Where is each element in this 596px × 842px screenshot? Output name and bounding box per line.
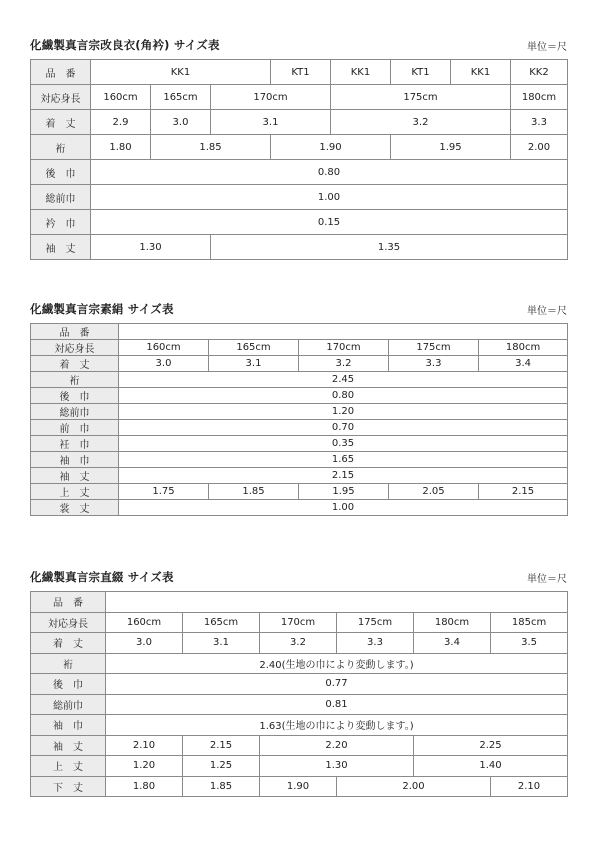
cell: 1.85 [151,135,271,160]
row-yuki [31,372,568,388]
cell: 160cm [91,85,151,110]
row-label: 後 巾 [31,160,91,185]
section-header [30,569,567,585]
row-label: 裄 [31,653,106,674]
row-kitake [31,633,568,654]
row-kitake [31,110,568,135]
cell: 1.95 [299,484,389,500]
cell: 1.20 [106,756,183,777]
cell: 1.95 [391,135,511,160]
row-sodetake [31,735,568,756]
cell: 2.00 [337,776,491,797]
cell: 185cm [491,612,568,633]
size-table-section-kairyoe [30,37,567,260]
cell: 170cm [260,612,337,633]
row-label: 上 丈 [31,484,119,500]
cell: 3.2 [260,633,337,654]
row-sodehaba [31,715,568,736]
cell [106,592,568,613]
size-table [30,591,568,797]
cell: 3.0 [119,356,209,372]
row-uwatake [31,756,568,777]
row-soumaehaba [31,404,568,420]
cell: 2.00 [511,135,568,160]
cell: 160cm [106,612,183,633]
cell: KT1 [391,60,451,85]
section-title: 化繊製真言宗改良衣(角衿) サイズ表 [30,38,220,52]
cell: KK1 [331,60,391,85]
cell: 1.20 [119,404,568,420]
row-label: 袖 巾 [31,715,106,736]
row-yuki [31,653,568,674]
row-label: 総前巾 [31,185,91,210]
row-label: 総前巾 [31,404,119,420]
cell: 2.9 [91,110,151,135]
cell: 2.40(生地の巾により変動します。) [106,653,568,674]
cell: 3.0 [151,110,211,135]
cell: 170cm [211,85,331,110]
size-table [30,59,568,260]
row-soumaehaba [31,694,568,715]
row-label: 袖 丈 [31,235,91,260]
section-title: 化繊製真言宗素絹 サイズ表 [30,302,174,316]
cell: 1.85 [183,776,260,797]
row-sodetake [31,235,568,260]
row-soumaehaba [31,185,568,210]
cell: 2.25 [414,735,568,756]
row-uwatake [31,484,568,500]
cell: 1.80 [91,135,151,160]
cell: 3.4 [414,633,491,654]
cell: 1.00 [119,500,568,516]
cell: KK1 [451,60,511,85]
cell: 3.1 [209,356,299,372]
cell: 2.05 [389,484,479,500]
cell: 1.90 [260,776,337,797]
cell: KK1 [91,60,271,85]
cell: 1.35 [211,235,568,260]
cell: 2.15 [183,735,260,756]
row-eri [31,210,568,235]
cell: 1.80 [106,776,183,797]
cell: 1.30 [91,235,211,260]
row-kitake [31,356,568,372]
row-label: 後 巾 [31,388,119,404]
cell: 165cm [183,612,260,633]
cell: 2.20 [260,735,414,756]
row-taiou [31,340,568,356]
cell: 0.80 [91,160,568,185]
row-label: 品 番 [31,324,119,340]
cell: 2.10 [491,776,568,797]
row-maehaba [31,420,568,436]
section-title: 化繊製真言宗直綴 サイズ表 [30,570,174,584]
cell: 180cm [479,340,568,356]
row-yuki [31,135,568,160]
row-hinban [31,60,568,85]
cell: 1.63(生地の巾により変動します。) [106,715,568,736]
cell: 180cm [511,85,568,110]
row-label: 品 番 [31,60,91,85]
row-label: 衽 巾 [31,436,119,452]
cell: 0.81 [106,694,568,715]
cell: 2.15 [479,484,568,500]
size-table-section-soken [30,301,567,516]
cell: 3.3 [389,356,479,372]
cell: 160cm [119,340,209,356]
cell: 175cm [331,85,511,110]
cell: 3.3 [511,110,568,135]
row-label: 着 丈 [31,110,91,135]
row-label: 品 番 [31,592,106,613]
row-label: 衿 巾 [31,210,91,235]
row-shitatake [31,776,568,797]
cell: 165cm [209,340,299,356]
row-label: 下 丈 [31,776,106,797]
cell: 2.10 [106,735,183,756]
size-table-section-jikitotsu [30,569,567,797]
row-hinban [31,324,568,340]
row-label: 着 丈 [31,633,106,654]
row-okumi [31,436,568,452]
cell: 0.77 [106,674,568,695]
row-label: 総前巾 [31,694,106,715]
cell: 1.65 [119,452,568,468]
cell: 1.25 [183,756,260,777]
cell: 3.2 [299,356,389,372]
row-hinban [31,592,568,613]
cell: 3.0 [106,633,183,654]
row-ushirohaba [31,388,568,404]
cell: 2.45 [119,372,568,388]
cell: 0.80 [119,388,568,404]
section-header [30,37,567,53]
cell: 0.70 [119,420,568,436]
row-label: 裄 [31,372,119,388]
cell: 1.30 [260,756,414,777]
row-label: 袖 丈 [31,468,119,484]
row-label: 袖 巾 [31,452,119,468]
cell [119,324,568,340]
cell: 3.1 [211,110,331,135]
cell: KT1 [271,60,331,85]
cell: 180cm [414,612,491,633]
cell: 175cm [389,340,479,356]
row-label: 裳 丈 [31,500,119,516]
row-label: 後 巾 [31,674,106,695]
row-taiou [31,85,568,110]
row-label: 対応身長 [31,85,91,110]
unit-label: 単位＝尺 [527,306,567,317]
row-label: 裄 [31,135,91,160]
row-mo [31,500,568,516]
cell: 2.15 [119,468,568,484]
cell: 1.75 [119,484,209,500]
cell: 3.5 [491,633,568,654]
row-ushirohaba [31,674,568,695]
cell: 3.1 [183,633,260,654]
row-label: 対応身長 [31,612,106,633]
row-label: 対応身長 [31,340,119,356]
cell: 0.35 [119,436,568,452]
row-label: 着 丈 [31,356,119,372]
row-ushirohaba [31,160,568,185]
cell: 1.40 [414,756,568,777]
unit-label: 単位＝尺 [527,42,567,53]
cell: 1.85 [209,484,299,500]
size-table [30,323,568,516]
cell: 1.90 [271,135,391,160]
cell: KK2 [511,60,568,85]
row-label: 袖 丈 [31,735,106,756]
cell: 3.3 [337,633,414,654]
row-taiou [31,612,568,633]
section-header [30,301,567,317]
cell: 3.2 [331,110,511,135]
row-label: 前 巾 [31,420,119,436]
cell: 175cm [337,612,414,633]
row-label: 上 丈 [31,756,106,777]
unit-label: 単位＝尺 [527,574,567,585]
cell: 0.15 [91,210,568,235]
row-sodetake [31,468,568,484]
cell: 1.00 [91,185,568,210]
cell: 3.4 [479,356,568,372]
cell: 170cm [299,340,389,356]
cell: 165cm [151,85,211,110]
row-sodehaba [31,452,568,468]
